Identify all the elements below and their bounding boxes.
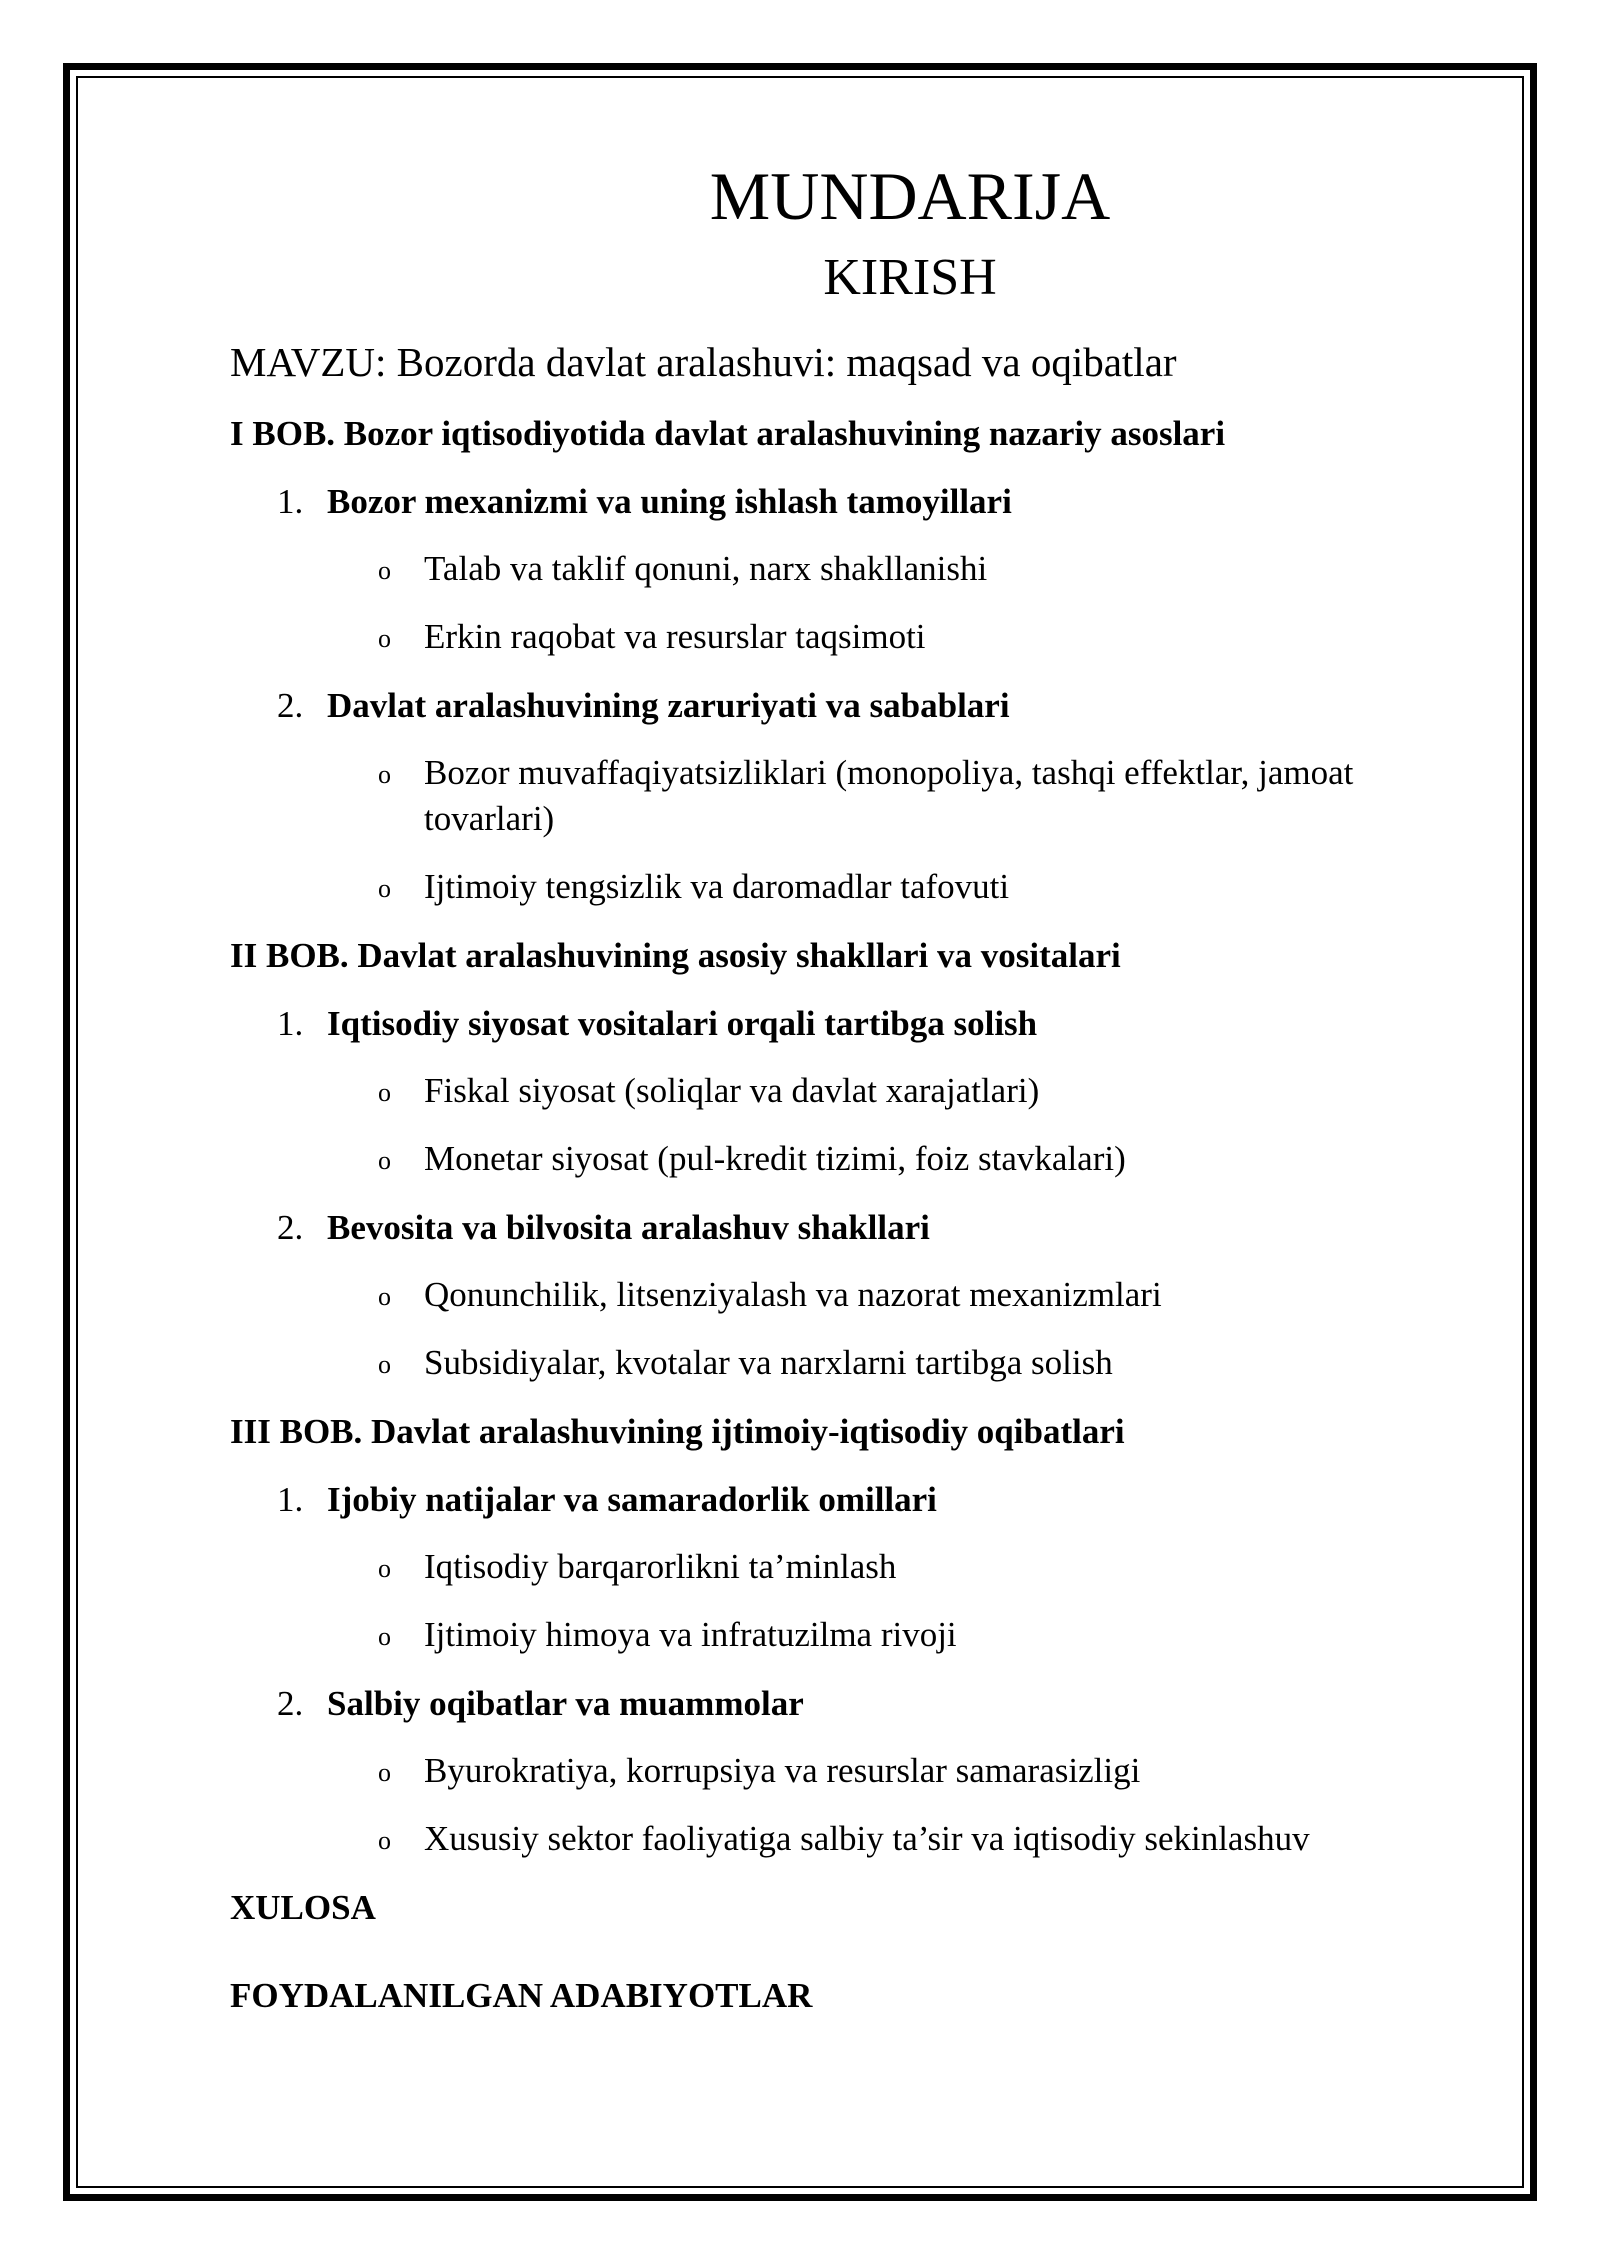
section-title: Bevosita va bilvosita aralashuv shakllari	[327, 1208, 930, 1247]
bullet-marker: o	[378, 1350, 391, 1379]
section-number: 2.	[277, 1208, 304, 1247]
list-item-text: Talab va taklif qonuni, narx shakllanishi	[424, 549, 988, 588]
list-item-text: Ijtimoiy himoya va infratuzilma rivoji	[424, 1615, 957, 1654]
section-heading	[230, 1680, 1460, 1728]
bullet-marker: o	[378, 1078, 391, 1107]
section-title: Iqtisodiy siyosat vositalari orqali tartibga solish	[327, 1004, 1038, 1043]
bullet-marker: o	[378, 1758, 391, 1787]
list-item-text: Bozor muvaffaqiyatsizliklari (monopoliya, tashqi effektlar, jamoat tovarlari)	[424, 753, 1354, 838]
list-item	[230, 1612, 1460, 1658]
section-heading	[230, 1000, 1460, 1048]
section-title: Bozor mexanizmi va uning ishlash tamoyillari	[327, 482, 1012, 521]
bullet-marker: o	[378, 624, 391, 653]
list-item	[230, 1136, 1460, 1182]
bullet-marker: o	[378, 1282, 391, 1311]
section-title: Davlat aralashuvining zaruriyati va sabablari	[327, 686, 1010, 725]
page-title: MUNDARIJA	[709, 158, 1111, 234]
list-item	[230, 1748, 1460, 1794]
bullet-marker: o	[378, 1826, 391, 1855]
references-heading: FOYDALANILGAN ADABIYOTLAR	[230, 1976, 813, 2015]
chapter-heading: I BOB. Bozor iqtisodiyotida davlat aralashuvining nazariy asoslari	[230, 414, 1226, 453]
list-item	[230, 614, 1460, 660]
section-heading	[230, 1204, 1460, 1252]
list-item	[230, 1272, 1460, 1318]
bullet-marker: o	[378, 760, 391, 789]
bullet-marker: o	[378, 556, 391, 585]
bullet-marker: o	[378, 1554, 391, 1583]
bullet-marker: o	[378, 1622, 391, 1651]
section-number: 1.	[277, 1004, 304, 1043]
list-item-text: Qonunchilik, litsenziyalash va nazorat mexanizmlari	[424, 1275, 1162, 1314]
section-number: 2.	[277, 1684, 304, 1723]
section-number: 1.	[277, 1480, 304, 1519]
topic-line: MAVZU: Bozorda davlat aralashuvi: maqsad va oqibatlar	[230, 339, 1177, 385]
section-title: Salbiy oqibatlar va muammolar	[327, 1684, 804, 1723]
list-item-text: Subsidiyalar, kvotalar va narxlarni tartibga solish	[424, 1343, 1113, 1382]
list-item	[230, 750, 1460, 842]
list-item	[230, 864, 1460, 910]
list-item-text: Fiskal siyosat (soliqlar va davlat xarajatlari)	[424, 1071, 1040, 1110]
section-heading	[230, 478, 1460, 526]
list-item-text: Erkin raqobat va resurslar taqsimoti	[424, 617, 926, 656]
bullet-marker: o	[378, 1146, 391, 1175]
list-item-text: Iqtisodiy barqarorlikni ta’minlash	[424, 1547, 897, 1586]
bullet-marker: o	[378, 874, 391, 903]
section-heading	[230, 682, 1460, 730]
section-number: 2.	[277, 686, 304, 725]
chapter-heading: III BOB. Davlat aralashuvining ijtimoiy-iqtisodiy oqibatlari	[230, 1412, 1125, 1451]
list-item-text: Ijtimoiy tengsizlik va daromadlar tafovuti	[424, 867, 1010, 906]
intro-heading: KIRISH	[823, 249, 997, 306]
list-item	[230, 1068, 1460, 1114]
list-item	[230, 546, 1460, 592]
chapter-heading: II BOB. Davlat aralashuvining asosiy shakllari va vositalari	[230, 936, 1121, 975]
table-of-contents	[230, 150, 1460, 2060]
section-title: Ijobiy natijalar va samaradorlik omillari	[327, 1480, 937, 1519]
list-item-text: Byurokratiya, korrupsiya va resurslar samarasizligi	[424, 1751, 1141, 1790]
conclusion-heading: XULOSA	[230, 1888, 376, 1927]
list-item	[230, 1544, 1460, 1590]
list-item	[230, 1816, 1460, 1862]
list-item-text: Xususiy sektor faoliyatiga salbiy ta’sir va iqtisodiy sekinlashuv	[424, 1819, 1310, 1858]
list-item	[230, 1340, 1460, 1386]
list-item-text: Monetar siyosat (pul-kredit tizimi, foiz stavkalari)	[424, 1139, 1126, 1178]
section-heading	[230, 1476, 1460, 1524]
section-number: 1.	[277, 482, 304, 521]
